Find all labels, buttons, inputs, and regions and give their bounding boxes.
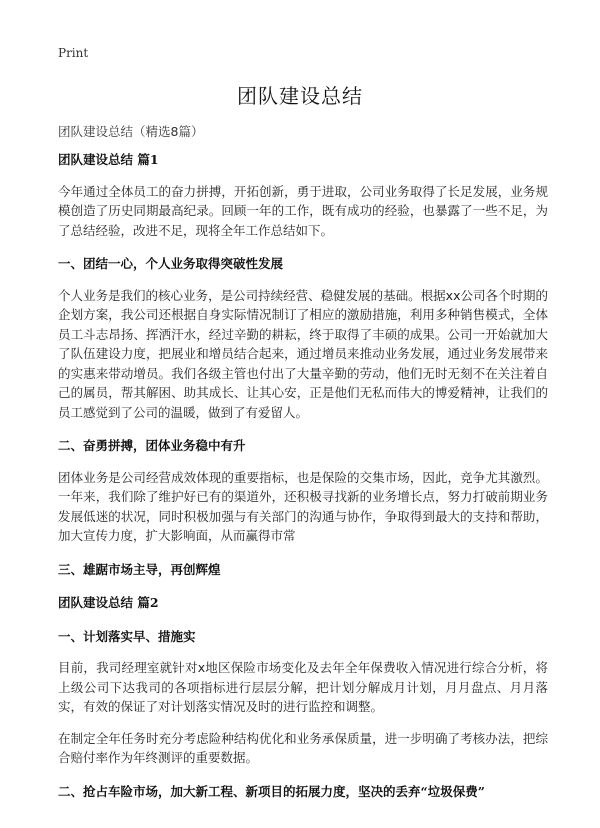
subsection-heading: 一、团结一心，个人业务取得突破性发展 bbox=[58, 256, 284, 271]
subsection-heading: 一、计划落实早、措施实 bbox=[58, 628, 196, 644]
paragraph: 在制定全年任务时充分考虑险种结构优化和业务承保质量，进一步明确了考核办法，把综合赔付率作为年终测评的重要数据。 bbox=[58, 730, 548, 765]
paragraph: 团体业务是公司经营成效体现的重要指标，也是保险的交集市场，因此，竞争尤其激烈。一年来，我们除了维护好已有的渠道外，还积极寻找新的业务增长点，努力打破前期业务发展低迷的状况，同时积极加强与有关部门的沟通与协作，争取得到最大的支持和帮助，加大宣传力度，扩大影响面，从而赢得市常 bbox=[58, 469, 548, 543]
subsection-heading: 三、雄踞市场主导，再创辉煌 bbox=[58, 561, 221, 577]
paragraph: 今年通过全体员工的奋力拼搏，开拓创新，勇于进取，公司业务取得了长足发展，业务规模创造了历史同期最高纪录。回顾一年的工作，既有成功的经验，也暴露了一些不足，为了总结经验，改进不足，现将全年工作总结如下。 bbox=[58, 183, 548, 238]
section-2-heading: 团队建设总结 篇2 bbox=[58, 595, 159, 610]
print-label: Print bbox=[58, 46, 89, 60]
section-1-heading: 团队建设总结 篇1 bbox=[58, 152, 159, 167]
document-subtitle: 团队建设总结（精选8篇） bbox=[58, 124, 204, 139]
subsection-heading: 二、奋勇拼搏，团体业务稳中有升 bbox=[58, 438, 246, 453]
paragraph: 目前，我司经理室就针对x地区保险市场变化及去年全年保费收入情况进行综合分析，将上级公司下达我司的各项指标进行层层分解，把计划分解成月计划，月月盘点、月月落实，有效的保证了对计划落实情况及时的进行监控和调整。 bbox=[58, 660, 548, 714]
subsection-heading: 二、抢占车险市场，加大新工程、新项目的拓展力度，坚决的丢弃“垃圾保费” bbox=[58, 783, 485, 799]
document-title: 团队建设总结 bbox=[237, 84, 363, 108]
document-body bbox=[58, 150, 548, 801]
paragraph: 个人业务是我们的核心业务，是公司持续经营、稳健发展的基础。根据xx公司各个时期的企划方案，我公司还根据自身实际情况制订了相应的激励措施，利用多种销售模式，全体员工斗志昂扬、挥洒汗水，经过辛勤的耕耘，终于取得了丰硕的成果。公司一开始就加大了队伍建设力度，把展业和增员结合起来，通过增员来推动业务发展，通过业务发展带来的实惠来带动增员。我们各级主管也付出了大量辛勤的劳动，他们无时无刻不在关注着自己的属员，帮其解困、助其成长、让其心安，正是他们无私而伟大的博爱精神，让我们的员工感觉到了公司的温暖，做到了有爱留人。 bbox=[58, 287, 548, 420]
